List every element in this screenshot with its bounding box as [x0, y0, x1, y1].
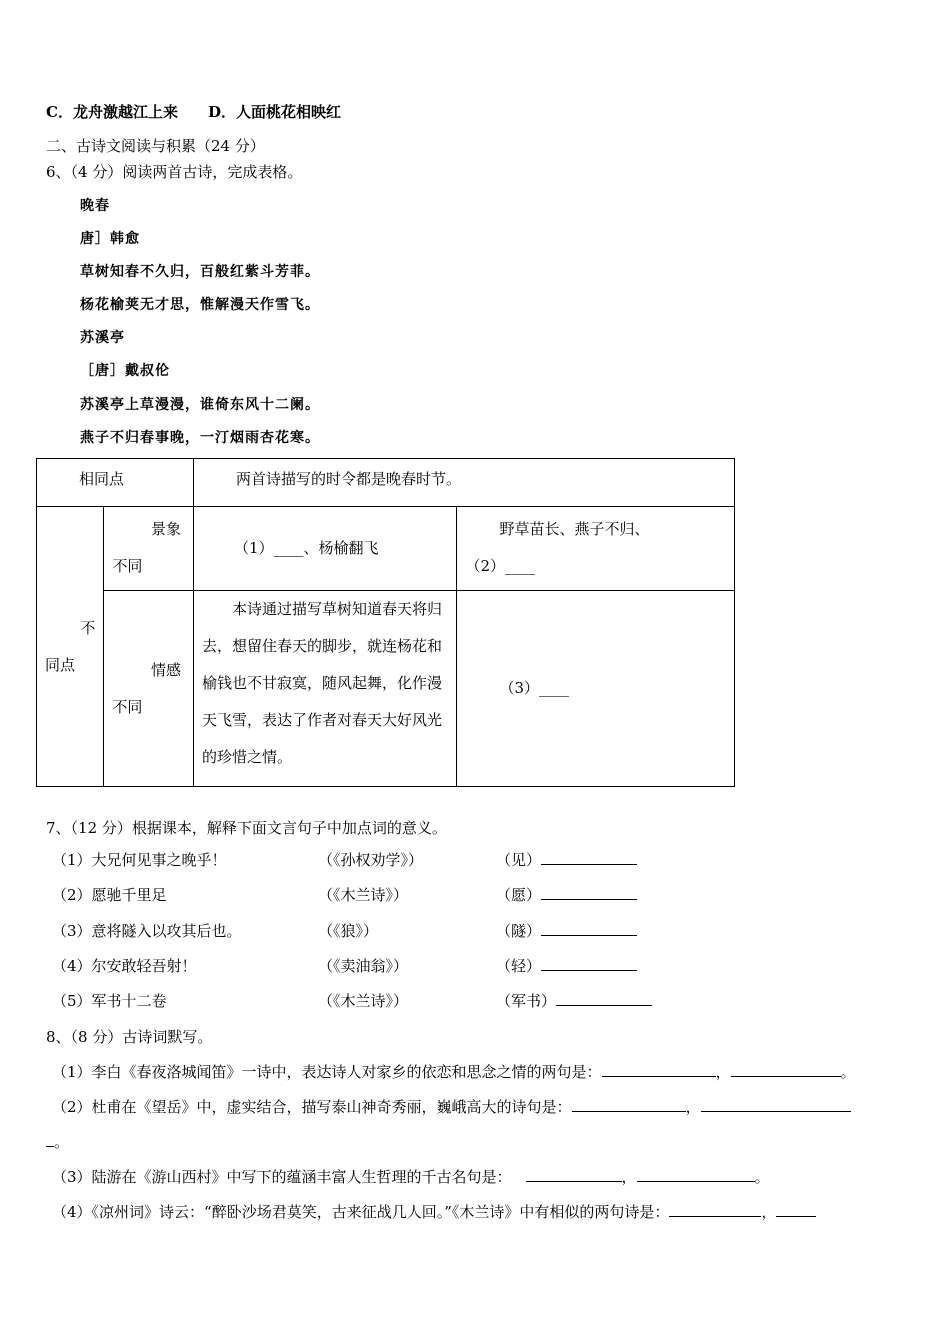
q7-item4-sentence: （4）尔安敢轻吾射！: [52, 957, 197, 975]
q8-item4-blank-2[interactable]: [776, 1202, 816, 1217]
q7-item5-blank[interactable]: [556, 991, 652, 1006]
q8-item3-blank-1[interactable]: [526, 1167, 622, 1182]
scene-poem1: （1）____、杨榆翻飞: [234, 539, 379, 557]
scene-label-1: 景象: [150, 520, 181, 538]
scene-poem2-line2: （2）____: [465, 557, 536, 575]
q7-item3-sentence: （3）意将隧入以攻其后也。: [52, 922, 242, 940]
q8-item2-blank-tail[interactable]: [46, 1132, 54, 1147]
poem1-author: 唐］韩愈: [80, 231, 140, 247]
q8-prompt: 8、（8 分）古诗词默写。: [46, 1028, 213, 1046]
scene-label-cell: [104, 507, 194, 591]
q8-item2-text: （2）杜甫在《望岳》中，虚实结合，描写泰山神奇秀丽，巍峨高大的诗句是：: [52, 1098, 572, 1116]
option-c: C．龙舟激越江上来: [46, 103, 178, 121]
q7-item5-sentence: （5）军书十二卷: [52, 992, 167, 1010]
q7-item2-blank[interactable]: [541, 885, 637, 900]
poem1-line1: 草树知春不久归，百般红紫斗芳菲。: [80, 264, 320, 280]
q8-item2-period: 。: [54, 1133, 70, 1151]
same-text: 两首诗描写的时令都是晚春时节。: [236, 470, 462, 488]
q8-item1-period: 。: [840, 1063, 856, 1081]
q7-item2-source: （《木兰诗》）: [318, 886, 409, 904]
same-text-cell: [194, 459, 735, 507]
q7-item2-answer: [496, 885, 637, 905]
scene-poem2-cell: [457, 507, 735, 591]
emotion-poem2: （3）____: [499, 679, 570, 697]
q8-item1-blank-2[interactable]: [731, 1062, 841, 1077]
diff-label-cell: [37, 507, 104, 787]
emotion-label-2: 不同: [112, 697, 143, 716]
q7-item5-source: （《木兰诗》）: [318, 992, 409, 1010]
q6-prompt: 6、（4 分）阅读两首古诗，完成表格。: [46, 163, 303, 181]
q7-item1-source: （《孙权劝学》）: [318, 851, 424, 869]
q7-item4-answer: [496, 956, 637, 976]
same-label-cell: [37, 459, 194, 507]
q8-item3-period: 。: [754, 1168, 770, 1186]
emotion-label-1: 情感: [150, 660, 181, 679]
q7-item3-blank[interactable]: [541, 921, 637, 936]
same-label: 相同点: [79, 470, 125, 488]
q8-item3-text: （3）陆游在《游山西村》中写下的蕴涵丰富人生哲理的千古名句是：: [52, 1168, 512, 1186]
poem1-title: 晚春: [80, 198, 110, 214]
section-title: 二、古诗文阅读与积累（24 分）: [46, 137, 265, 155]
q8-item1: [52, 1062, 856, 1082]
q7-item1-blank[interactable]: [541, 850, 637, 865]
poem2-line1: 苏溪亭上草漫漫，谁倚东风十二阑。: [80, 397, 320, 413]
scene-label-2: 不同: [112, 557, 143, 575]
emotion-label-cell: [104, 591, 194, 787]
q7-item1-word: （见）: [496, 851, 542, 869]
q8-item2-comma: ，: [685, 1098, 701, 1116]
diff-label-1: 不: [80, 618, 96, 637]
comparison-table: [36, 458, 735, 787]
q7-item4-source: （《卖油翁》）: [318, 957, 409, 975]
poem2-line2: 燕子不归春事晚，一汀烟雨杏花寒。: [80, 430, 320, 446]
q8-item4-text: （4）《凉州词》诗云：“醉卧沙场君莫笑，古来征战几人回。”《木兰诗》中有相似的两句诗是：: [52, 1203, 670, 1221]
q7-item5-word: （军书）: [496, 992, 557, 1010]
q7-item1-answer: [496, 850, 637, 870]
scene-poem1-cell: [194, 507, 457, 591]
scene-poem2-line1: 野草苗长、燕子不归、: [499, 520, 650, 538]
q7-item3-answer: [496, 921, 637, 941]
q8-item3: [52, 1167, 770, 1187]
poem2-author: ［唐］戴叔伦: [80, 363, 170, 379]
q8-item4-comma: ，: [761, 1203, 777, 1221]
emotion-poem1-cell: [194, 591, 457, 787]
q8-item2: [52, 1097, 851, 1117]
q7-item3-source: （《狼》）: [318, 922, 379, 940]
q7-item2-sentence: （2）愿驰千里足: [52, 886, 167, 904]
poem1-line2: 杨花榆荚无才思，惟解漫天作雪飞。: [80, 297, 320, 313]
q8-item1-blank-1[interactable]: [602, 1062, 716, 1077]
q7-item2-word: （愿）: [496, 886, 542, 904]
q7-item3-word: （隧）: [496, 922, 542, 940]
poem2-title: 苏溪亭: [80, 330, 125, 346]
q7-item4-word: （轻）: [496, 957, 542, 975]
q7-prompt: 7、（12 分）根据课本，解释下面文言句子中加点词的意义。: [46, 819, 447, 837]
option-d: D．人面桃花相映红: [208, 103, 342, 121]
q8-item3-blank-2[interactable]: [637, 1167, 755, 1182]
q8-item3-comma: ，: [621, 1168, 637, 1186]
q7-item1-sentence: （1）大兄何见事之晚乎！: [52, 851, 227, 869]
q7-item5-answer: [496, 991, 652, 1011]
q8-item1-text: （1）李白《春夜洛城闻笛》一诗中，表达诗人对家乡的依恋和思念之情的两句是：: [52, 1063, 602, 1081]
q7-item4-blank[interactable]: [541, 956, 637, 971]
emotion-poem2-cell: [457, 591, 735, 787]
diff-label-2: 同点: [45, 655, 76, 674]
q8-item2-blank-1[interactable]: [572, 1097, 686, 1112]
emotion-poem1: 本诗通过描写草树知道春天将归去，想留住春天的脚步，就连杨花和榆钱也不甘寂寞，随风起舞，化作漫天飞雪，表达了作者对春天大好风光的珍惜之情。: [202, 600, 443, 766]
q8-item4-blank-1[interactable]: [669, 1202, 761, 1217]
q8-item4: [52, 1202, 816, 1222]
q8-item2-blank-2[interactable]: [701, 1097, 851, 1112]
q8-item2-cont: [46, 1132, 69, 1152]
q8-item1-comma: ，: [715, 1063, 731, 1081]
